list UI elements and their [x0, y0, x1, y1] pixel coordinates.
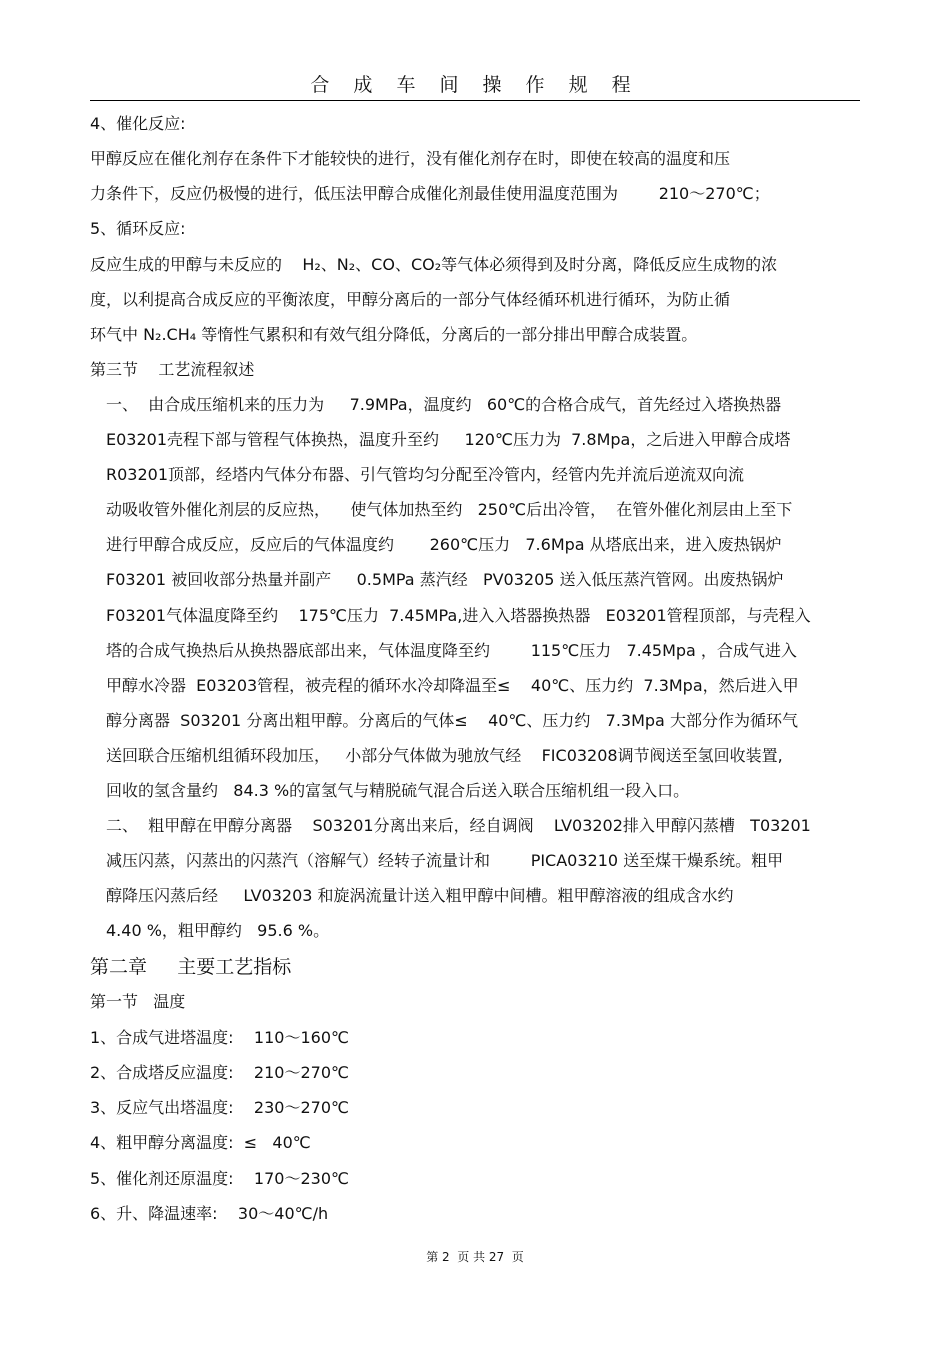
- text-line: 3、反应气出塔温度: 230～270℃: [90, 1098, 349, 1117]
- page-footer: 第 2 页 共 27 页: [426, 1250, 524, 1264]
- text-line: 回收的氢含量约 84.3 %的富氢气与精脱硫气混合后送入联合压缩机组一段入口。: [106, 781, 690, 800]
- header-divider: [90, 100, 860, 101]
- text-line: 甲醇水冷器 E03203管程，被壳程的循环水冷却降温至≤ 40℃、压力约 7.3Mpa，然后进入甲: [106, 676, 799, 695]
- text-line: 4、粗甲醇分离温度: ≤ 40℃: [90, 1133, 311, 1152]
- text-line: 进行甲醇合成反应，反应后的气体温度约 260℃压力 7.6Mpa 从塔底出来，进入废热锅炉: [106, 535, 782, 554]
- text-line: 二、 粗甲醇在甲醇分离器 S03201分离出来后，经自调阀 LV03202排入甲醇闪蒸槽 T03201: [106, 816, 811, 835]
- text-line: 塔的合成气换热后从换热器底部出来，气体温度降至约 115℃压力 7.45Mpa ，合成气进入: [106, 641, 797, 660]
- text-line: 4.40 %，粗甲醇约 95.6 %。: [106, 921, 330, 940]
- text-line: 反应生成的甲醇与未反应的 H₂、N₂、CO、CO₂等气体必须得到及时分离，降低反应生成物的浓: [90, 255, 778, 274]
- text-line: 一、 由合成压缩机来的压力为 7.9MPa，温度约 60℃的合格合成气，首先经过入塔换热器: [106, 395, 782, 414]
- text-line: 醇降压闪蒸后经 LV03203 和旋涡流量计送入粗甲醇中间槽。粗甲醇溶液的组成含水约: [106, 886, 734, 905]
- text-line: 动吸收管外催化剂层的反应热， 使气体加热至约 250℃后出冷管， 在管外催化剂层由上至下: [106, 500, 793, 519]
- chapter-heading: 第二章 主要工艺指标: [90, 956, 292, 978]
- text-line: 减压闪蒸，闪蒸出的闪蒸汽（溶解气）经转子流量计和 PICA03210 送至煤干燥系统。粗甲: [106, 851, 784, 870]
- text-line: 环气中 N₂.CH₄ 等惰性气累积和有效气组分降低，分离后的一部分排出甲醇合成装置。: [90, 325, 698, 344]
- text-line: 第三节 工艺流程叙述: [90, 360, 255, 379]
- text-line: 2、合成塔反应温度: 210～270℃: [90, 1063, 349, 1082]
- text-line: 1、合成气进塔温度: 110～160℃: [90, 1028, 349, 1047]
- text-line: 6、升、降温速率: 30～40℃/h: [90, 1204, 329, 1223]
- text-line: 5、循环反应:: [90, 219, 186, 238]
- text-line: E03201壳程下部与管程气体换热，温度升至约 120℃压力为 7.8Mpa，之后进入甲醇合成塔: [106, 430, 791, 449]
- text-line: 4、催化反应:: [90, 114, 186, 133]
- text-line: 醇分离器 S03201 分离出粗甲醇。分离后的气体≤ 40℃、压力约 7.3Mpa 大部分作为循环气: [106, 711, 798, 730]
- page-header-title: 合 成 车 间 操 作 规 程: [310, 74, 640, 96]
- text-line: 度，以利提高合成反应的平衡浓度，甲醇分离后的一部分气体经循环机进行循环，为防止循: [90, 290, 731, 309]
- text-line: F03201 被回收部分热量并副产 0.5MPa 蒸汽经 PV03205 送入低压蒸汽管网。出废热锅炉: [106, 570, 784, 589]
- text-line: 力条件下，反应仍极慢的进行，低压法甲醇合成催化剂最佳使用温度范围为 210～270℃；: [90, 184, 770, 203]
- text-line: 甲醇反应在催化剂存在条件下才能较快的进行，没有催化剂存在时，即使在较高的温度和压: [90, 149, 731, 168]
- text-line: 第一节 温度: [90, 992, 186, 1011]
- text-line: 送回联合压缩机组循环段加压， 小部分气体做为驰放气经 FIC03208调节阀送至氢回收装置,: [106, 746, 783, 765]
- text-line: R03201顶部，经塔内气体分布器、引气管均匀分配至冷管内，经管内先并流后逆流双向流: [106, 465, 745, 484]
- text-line: 5、催化剂还原温度: 170～230℃: [90, 1169, 349, 1188]
- text-line: F03201气体温度降至约 175℃压力 7.45MPa,进入入塔器换热器 E03201管程顶部，与壳程入: [106, 606, 811, 625]
